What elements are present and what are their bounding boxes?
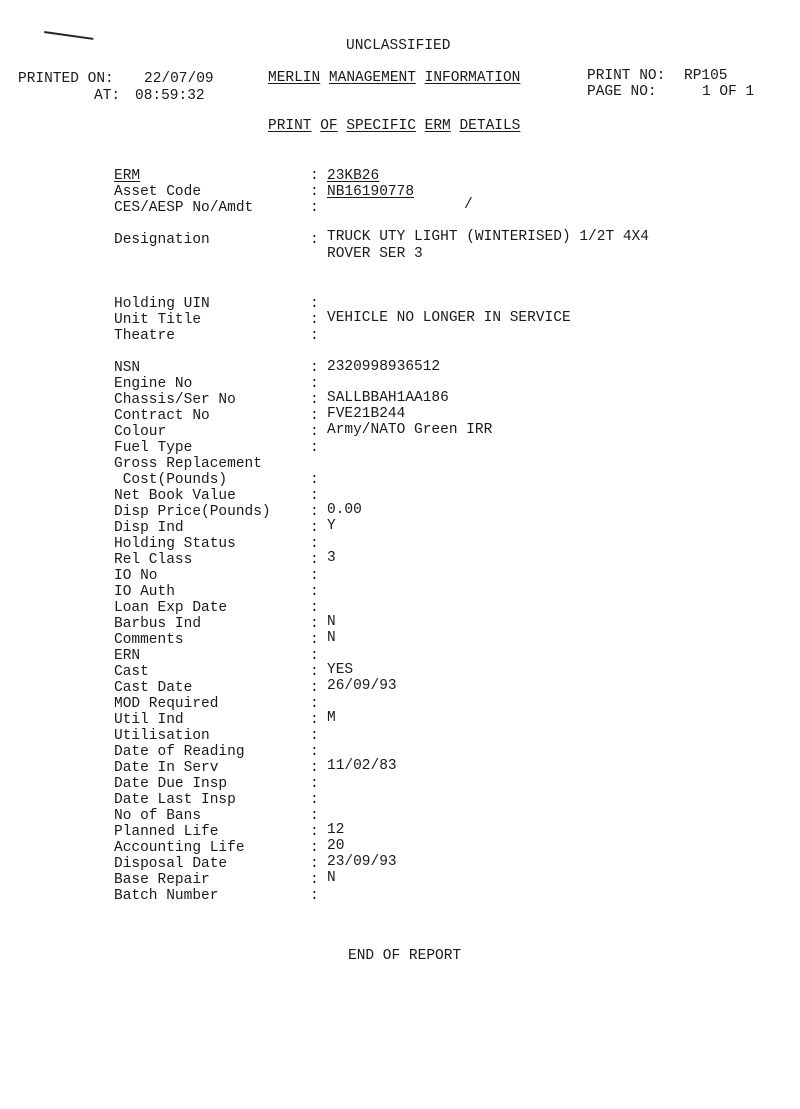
asset-code-value: NB16190778: [327, 184, 415, 200]
designation-value-line2: ROVER SER 3: [327, 246, 423, 262]
chassis-colon: :: [310, 392, 319, 408]
disp-price-label: Disp Price(Pounds): [114, 504, 271, 520]
erm-colon: :: [310, 168, 319, 184]
designation-value-line1: TRUCK UTY LIGHT (WINTERISED) 1/2T 4X4: [327, 229, 649, 245]
date-in-serv-colon: :: [310, 760, 319, 776]
disposal-date-value: 23/09/93: [327, 854, 397, 870]
base-repair-colon: :: [310, 872, 319, 888]
erm-value: 23KB26: [327, 168, 380, 184]
ces-aesp-value: /: [464, 197, 473, 213]
disp-price-value: 0.00: [327, 502, 362, 518]
cast-colon: :: [310, 664, 319, 680]
contract-no-colon: :: [310, 408, 319, 424]
subtitle-word: DETAILS: [459, 118, 521, 134]
designation-label: Designation: [114, 232, 210, 248]
io-no-label: IO No: [114, 568, 158, 584]
io-no-colon: :: [310, 568, 319, 584]
disposal-date-colon: :: [310, 856, 319, 872]
subtitle-word: OF: [320, 118, 338, 134]
holding-status-label: Holding Status: [114, 536, 236, 552]
rel-class-label: Rel Class: [114, 552, 193, 568]
nsn-label: NSN: [114, 360, 141, 376]
date-due-insp-label: Date Due Insp: [114, 776, 228, 792]
barbus-ind-colon: :: [310, 616, 319, 632]
date-last-insp-label: Date Last Insp: [114, 792, 236, 808]
no-of-bans-colon: :: [310, 808, 319, 824]
mod-required-colon: :: [310, 696, 319, 712]
gross-replacement-label-line1: Gross Replacement: [114, 456, 262, 472]
cast-label: Cast: [114, 664, 149, 680]
base-repair-value: N: [327, 870, 336, 886]
nsn-value: 2320998936512: [327, 359, 441, 375]
chassis-value: SALLBBAH1AA186: [327, 390, 449, 406]
date-in-serv-value: 11/02/83: [327, 758, 397, 774]
barbus-ind-value: N: [327, 614, 336, 630]
contract-no-value: FVE21B244: [327, 406, 406, 422]
disp-ind-colon: :: [310, 520, 319, 536]
accounting-life-label: Accounting Life: [114, 840, 245, 856]
pen-stroke-mark: [44, 31, 94, 40]
cast-value: YES: [327, 662, 354, 678]
date-of-reading-colon: :: [310, 744, 319, 760]
asset-code-colon: :: [310, 184, 319, 200]
ces-aesp-label: CES/AESP No/Amdt: [114, 200, 254, 216]
unit-title-label: Unit Title: [114, 312, 202, 328]
io-auth-label: IO Auth: [114, 584, 175, 600]
io-auth-colon: :: [310, 584, 319, 600]
contract-no-label: Contract No: [114, 408, 210, 424]
title-word: MANAGEMENT: [328, 70, 416, 86]
base-repair-label: Base Repair: [114, 872, 210, 888]
theatre-colon: :: [310, 328, 319, 344]
erm-label: ERM: [114, 168, 141, 184]
gross-replacement-label-line2: Cost(Pounds): [114, 472, 228, 488]
title-word: MERLIN: [268, 70, 321, 86]
utilisation-colon: :: [310, 728, 319, 744]
ces-aesp-colon: :: [310, 200, 319, 216]
holding-status-colon: :: [310, 536, 319, 552]
printed-on-label: PRINTED ON:: [18, 71, 114, 87]
loan-exp-date-colon: :: [310, 600, 319, 616]
page-no-label: PAGE NO:: [587, 84, 657, 100]
comments-value: N: [327, 630, 336, 646]
disp-price-colon: :: [310, 504, 319, 520]
print-no-label: PRINT NO:: [587, 68, 666, 84]
no-of-bans-label: No of Bans: [114, 808, 202, 824]
comments-label: Comments: [114, 632, 184, 648]
printed-on-value: 22/07/09: [144, 71, 214, 87]
chassis-label: Chassis/Ser No: [114, 392, 236, 408]
batch-number-label: Batch Number: [114, 888, 219, 904]
subtitle-word: PRINT: [268, 118, 312, 134]
nsn-colon: :: [310, 360, 319, 376]
rel-class-value: 3: [327, 550, 336, 566]
page-no-value: 1 OF 1: [702, 84, 755, 100]
net-book-value-colon: :: [310, 488, 319, 504]
printed-at-label: AT:: [94, 88, 121, 104]
holding-uin-label: Holding UIN: [114, 296, 210, 312]
disp-ind-value: Y: [327, 518, 336, 534]
subtitle-word: ERM: [424, 118, 451, 134]
unit-title-value: VEHICLE NO LONGER IN SERVICE: [327, 310, 571, 326]
date-of-reading-label: Date of Reading: [114, 744, 245, 760]
fuel-type-label: Fuel Type: [114, 440, 193, 456]
planned-life-label: Planned Life: [114, 824, 219, 840]
theatre-label: Theatre: [114, 328, 175, 344]
classification-header: UNCLASSIFIED: [346, 38, 451, 54]
date-due-insp-colon: :: [310, 776, 319, 792]
net-book-value-label: Net Book Value: [114, 488, 236, 504]
planned-life-value: 12: [327, 822, 345, 838]
gross-replacement-colon: :: [310, 472, 319, 488]
designation-colon: :: [310, 232, 319, 248]
unit-title-colon: :: [310, 312, 319, 328]
report-title: [268, 70, 520, 86]
cast-date-label: Cast Date: [114, 680, 193, 696]
disp-ind-label: Disp Ind: [114, 520, 184, 536]
util-ind-colon: :: [310, 712, 319, 728]
rel-class-colon: :: [310, 552, 319, 568]
comments-colon: :: [310, 632, 319, 648]
barbus-ind-label: Barbus Ind: [114, 616, 202, 632]
planned-life-colon: :: [310, 824, 319, 840]
ern-label: ERN: [114, 648, 141, 664]
ern-colon: :: [310, 648, 319, 664]
printed-at-value: 08:59:32: [135, 88, 205, 104]
utilisation-label: Utilisation: [114, 728, 210, 744]
subtitle-word: SPECIFIC: [346, 118, 416, 134]
date-in-serv-label: Date In Serv: [114, 760, 219, 776]
end-of-report: END OF REPORT: [348, 948, 462, 964]
mod-required-label: MOD Required: [114, 696, 219, 712]
batch-number-colon: :: [310, 888, 319, 904]
colour-label: Colour: [114, 424, 167, 440]
fuel-type-colon: :: [310, 440, 319, 456]
date-last-insp-colon: :: [310, 792, 319, 808]
colour-value: Army/NATO Green IRR: [327, 422, 493, 438]
cast-date-value: 26/09/93: [327, 678, 397, 694]
util-ind-value: M: [327, 710, 336, 726]
util-ind-label: Util Ind: [114, 712, 184, 728]
accounting-life-value: 20: [327, 838, 345, 854]
loan-exp-date-label: Loan Exp Date: [114, 600, 228, 616]
accounting-life-colon: :: [310, 840, 319, 856]
title-word: INFORMATION: [424, 70, 521, 86]
disposal-date-label: Disposal Date: [114, 856, 228, 872]
engine-no-label: Engine No: [114, 376, 193, 392]
print-no-value: RP105: [684, 68, 728, 84]
holding-uin-colon: :: [310, 296, 319, 312]
engine-no-colon: :: [310, 376, 319, 392]
cast-date-colon: :: [310, 680, 319, 696]
report-subtitle: [268, 118, 520, 134]
asset-code-label: Asset Code: [114, 184, 202, 200]
colour-colon: :: [310, 424, 319, 440]
